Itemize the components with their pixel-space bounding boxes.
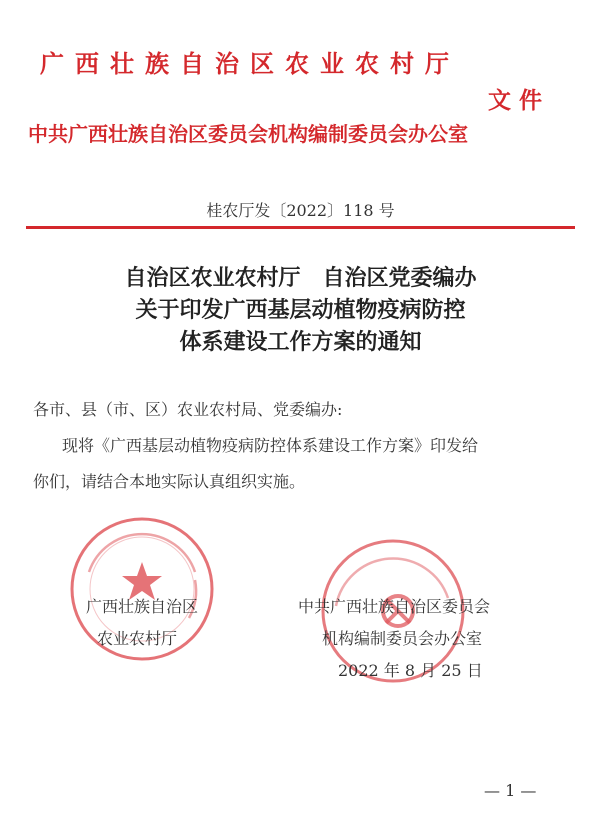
header-divider [26,226,575,229]
signature-left-line-1: 广西壮族自治区 [86,597,199,616]
document-type-label: 文件 [488,87,550,114]
addressee: 各市、县（市、区）农业农村局、党委编办: [33,400,343,419]
page-number: — 1 — [484,781,537,800]
issuing-org-agriculture: 广西壮族自治区农业农村厅 [40,49,460,78]
body-paragraph-line-2: 你们，请结合本地实际认真组织实施。 [33,472,306,491]
signature-date: 2022 年 8 月 25 日 [338,661,483,680]
signature-left-line-2: 农业农村厅 [97,629,178,648]
body-paragraph-line-1: 现将《广西基层动植物疫病防控体系建设工作方案》印发给 [62,436,479,455]
title-line-1: 自治区农业农村厅 自治区党委编办 [124,265,477,291]
document-title [0,262,601,358]
signature-right-line-1: 中共广西壮族自治区委员会 [298,597,491,616]
document-number: 桂农厅发〔2022〕118 号 [206,201,395,220]
title-line-3: 体系建设工作方案的通知 [179,329,422,355]
signature-right-line-2: 机构编制委员会办公室 [322,629,483,648]
title-line-2: 关于印发广西基层动植物疫病防控 [135,297,466,323]
issuing-org-staffing-office: 中共广西壮族自治区委员会机构编制委员会办公室 [28,122,468,146]
